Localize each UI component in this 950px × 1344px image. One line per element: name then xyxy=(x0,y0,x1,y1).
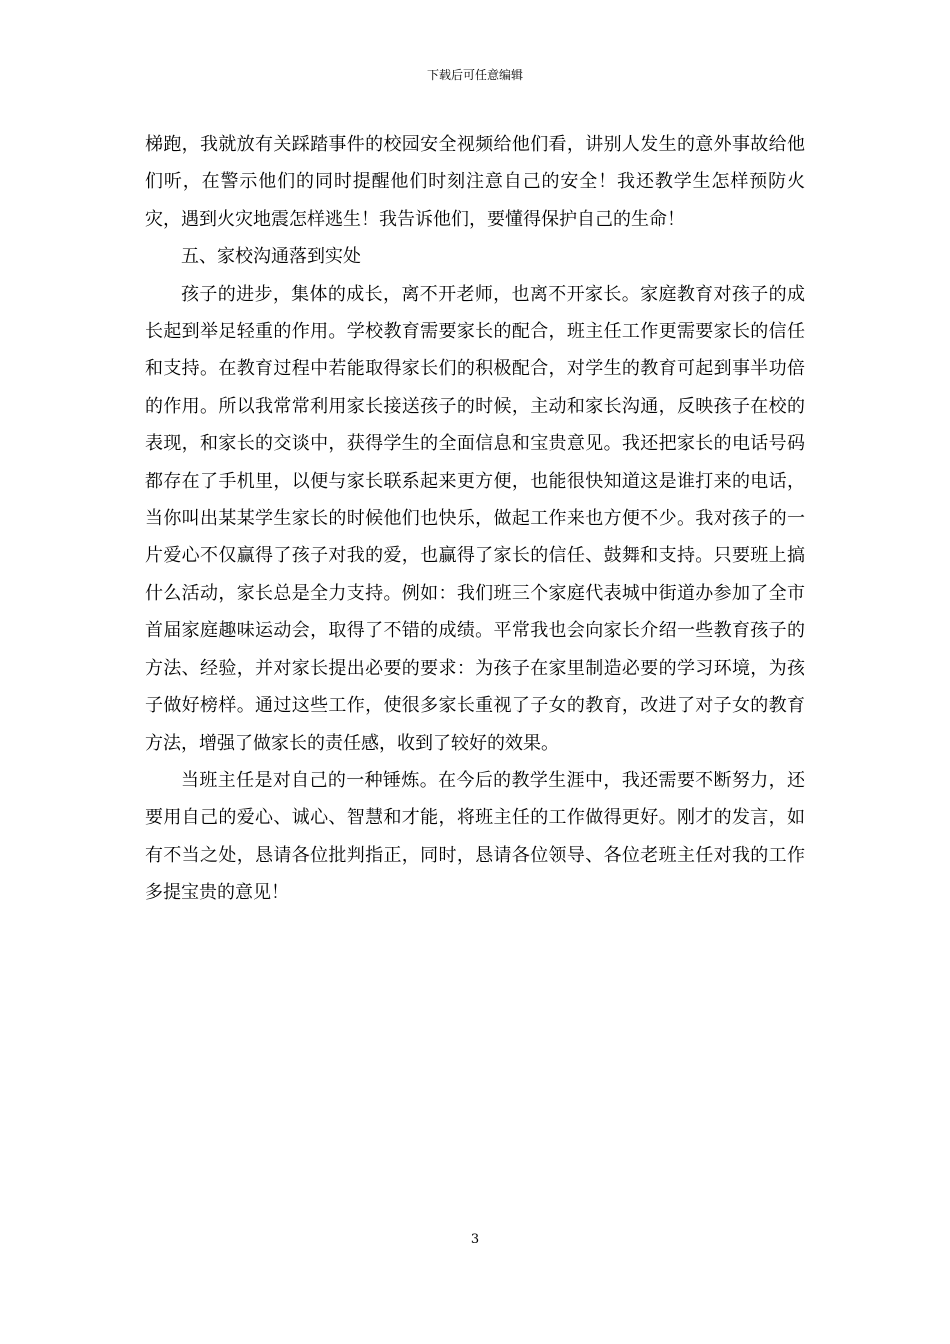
paragraph-home-school-communication: 孩子的进步，集体的成长，离不开老师，也离不开家长。家庭教育对孩子的成长起到举足轻重的作用。学校教育需要家长的配合，班主任工作更需要家长的信任和支持。在教育过程中若能取得家长们的积极配合，对学生的教育可起到事半功倍的作用。所以我常常利用家长接送孩子的时候，主动和家长沟通，反映孩子在校的表现，和家长的交谈中，获得学生的全面信息和宝贵意见。我还把家长的电话号码都存在了手机里，以便与家长联系起来更方便，也能很快知道这是谁打来的电话，当你叫出某某学生家长的时候他们也快乐，做起工作来也方便不少。我对孩子的一片爱心不仅赢得了孩子对我的爱，也赢得了家长的信任、鼓舞和支持。只要班上搞什么活动，家长总是全力支持。例如：我们班三个家庭代表城中街道办参加了全市首届家庭趣味运动会，取得了不错的成绩。平常我也会向家长介绍一些教育孩子的方法、经验，并对家长提出必要的要求：为孩子在家里制造必要的学习环境，为孩子做好榜样。通过这些工作，使很多家长重视了子女的教育，改进了对子女的教育方法，增强了做家长的责任感，收到了较好的效果。 xyxy=(145,283,805,754)
page-header: 下载后可任意编辑 xyxy=(426,68,523,82)
document-body xyxy=(145,126,805,912)
paragraph-conclusion: 当班主任是对自己的一种锤炼。在今后的教学生涯中，我还需要不断努力，还要用自己的爱心、诚心、智慧和才能，将班主任的工作做得更好。刚才的发言，如有不当之处，恳请各位批判指正，同时，恳请各位领导、各位老班主任对我的工作多提宝贵的意见！ xyxy=(145,769,805,904)
paragraph-safety-continued: 梯跑，我就放有关踩踏事件的校园安全视频给他们看，讲别人发生的意外事故给他们听，在警示他们的同时提醒他们时刻注意自己的安全！我还教学生怎样预防火灾，遇到火灾地震怎样逃生！我告诉他们，要懂得保护自己的生命！ xyxy=(145,134,805,230)
section-heading-home-school: 五、家校沟通落到实处 xyxy=(181,246,361,268)
page-number: 3 xyxy=(470,1232,480,1247)
